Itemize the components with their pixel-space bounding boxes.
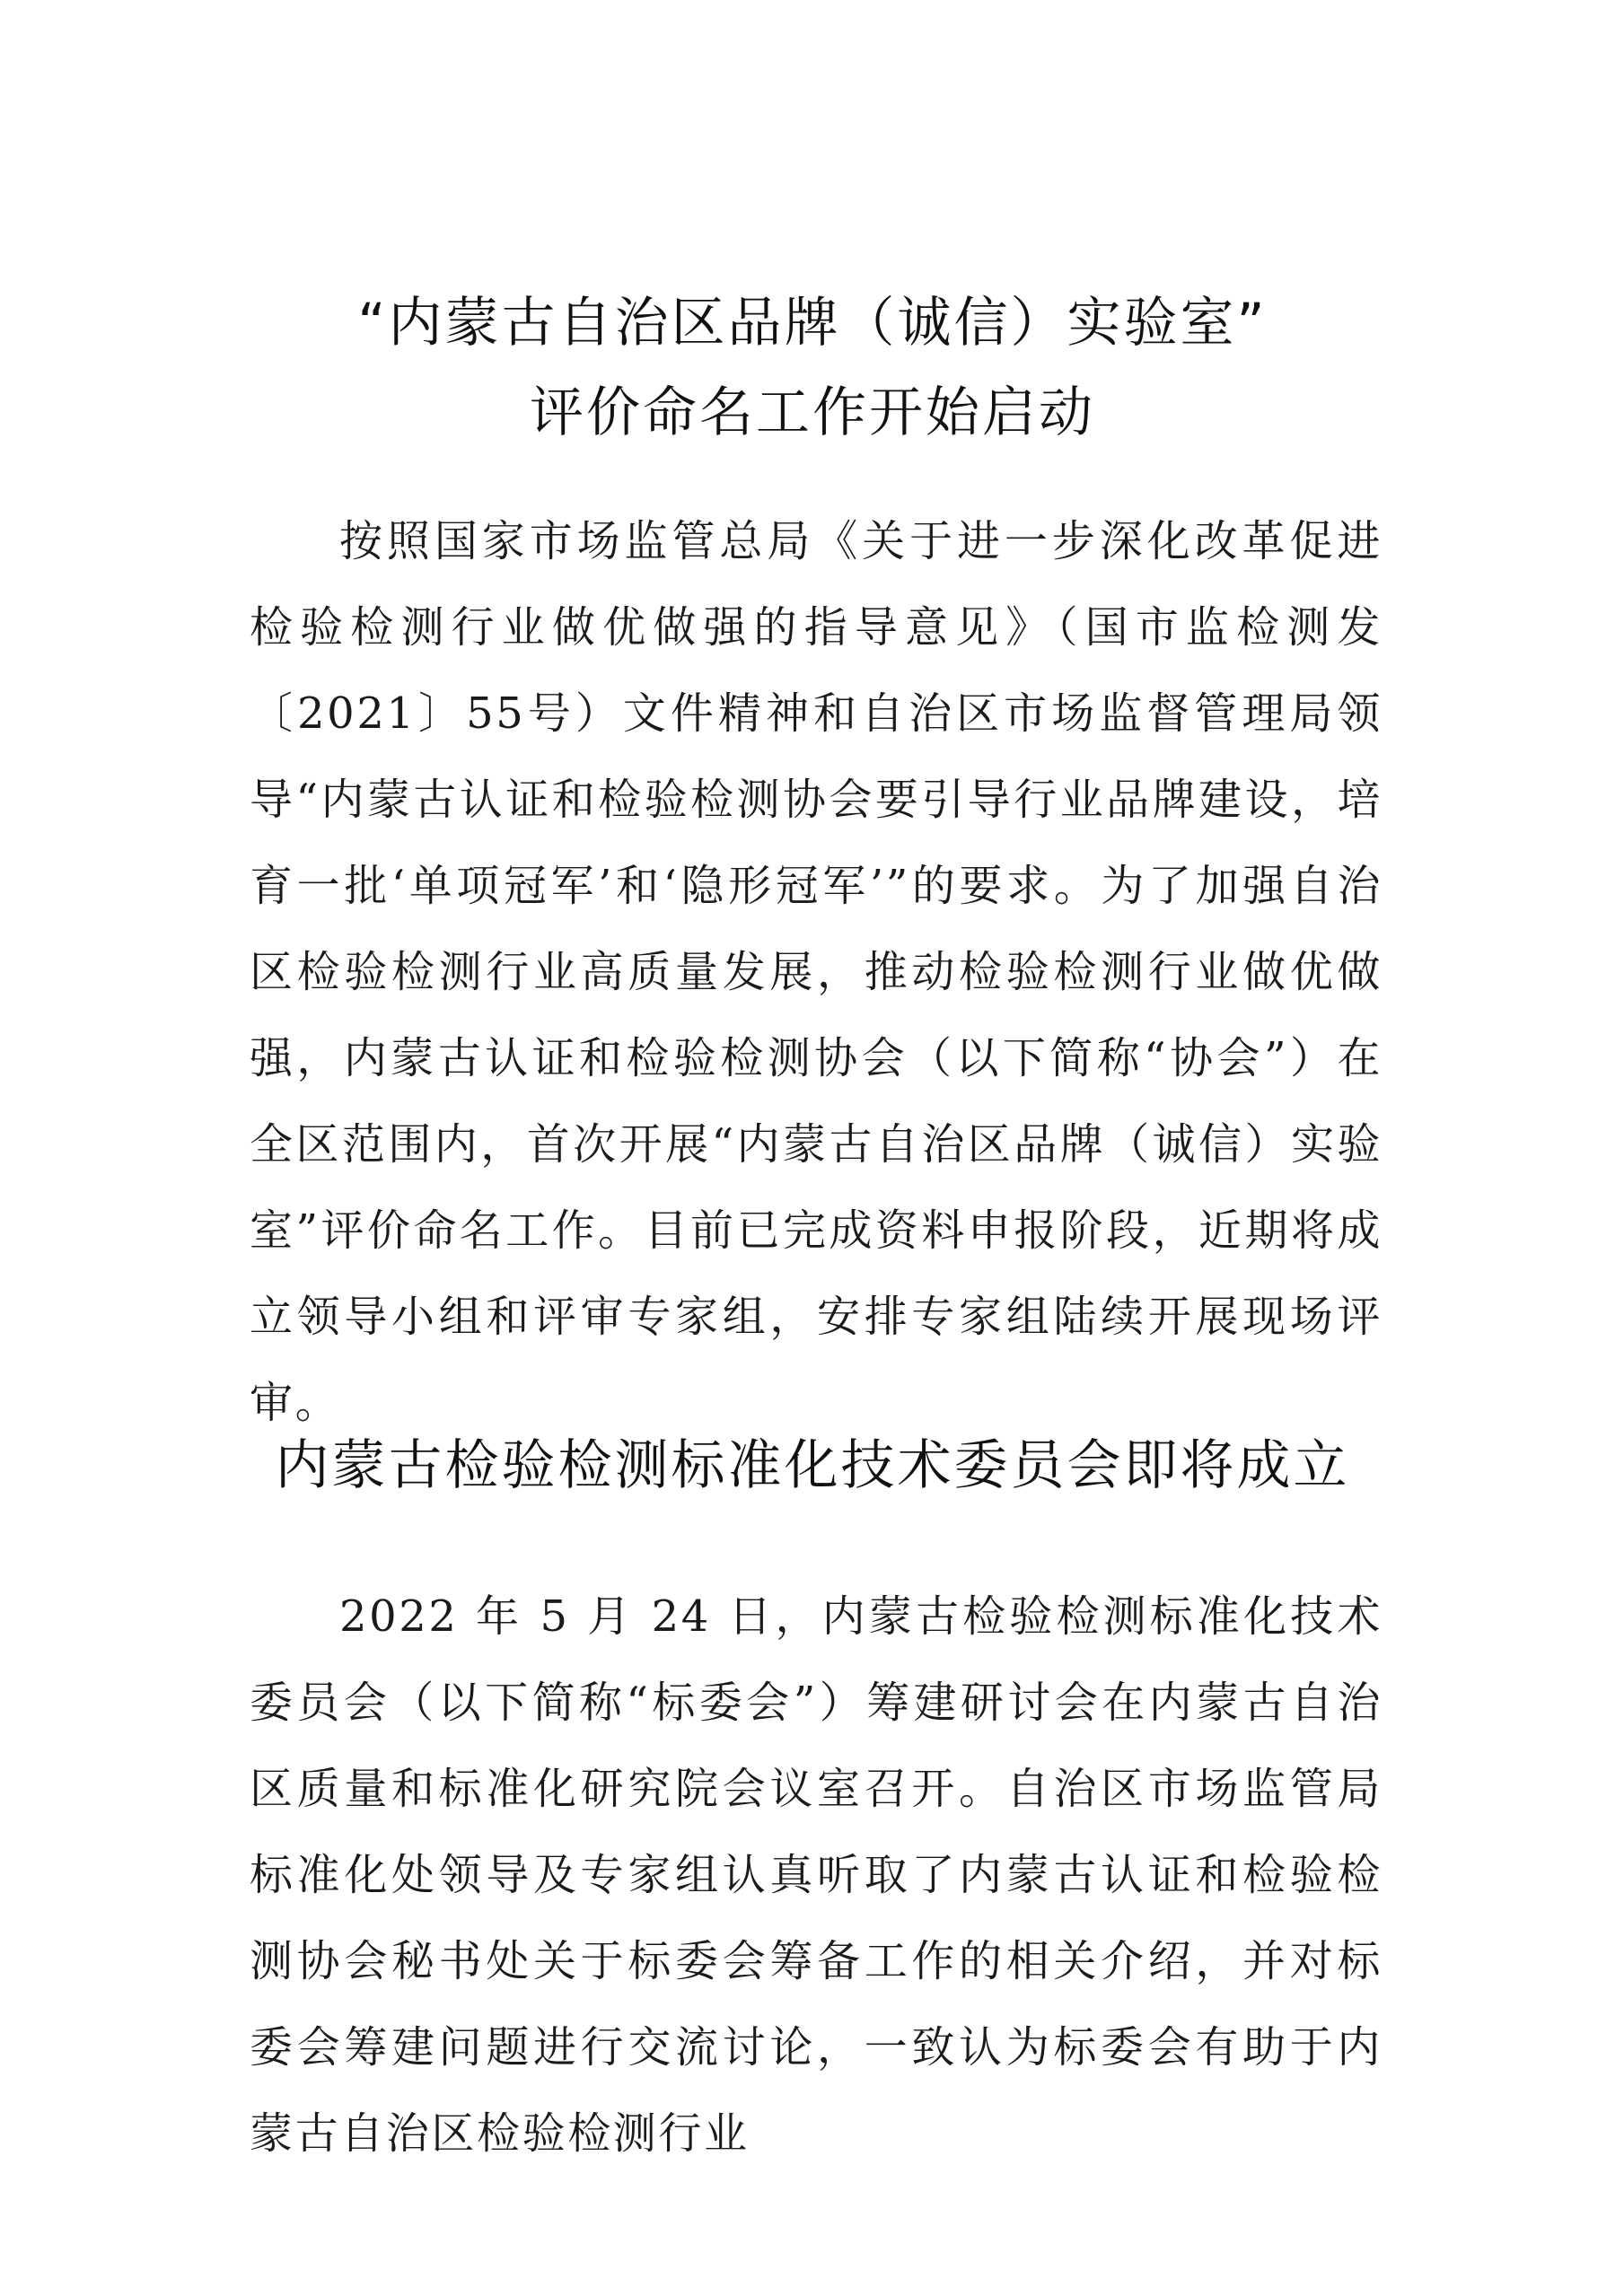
article1-title-line1: “内蒙古自治区品牌（诚信）实验室” [357,292,1268,355]
article2-title: 内蒙古检验检测标准化技术委员会即将成立 [275,1434,1350,1497]
article1-body-paragraph: 按照国家市场监管总局《关于进一步深化改革促进检验检测行业做优做强的指导意见》（国市监检测发〔2021〕55号）文件精神和自治区市场监督管理局领导“内蒙古认证和检验检测协会要引导行业品牌建设，培育一批‘单项冠军’和‘隐形冠军’”的要求。为了加强自治区检验检测行业高质量发展，推动检验检测行业做优做强，内蒙古认证和检验检测协会（以下简称“协会”）在全区范围内，首次开展“内蒙古自治区品牌（诚信）实验室”评价命名工作。目前已完成资料申报阶段，近期将成立领导小组和评审专家组，安排专家组陆续开展现场评审。 [250,516,1383,1428]
article1-title-line2: 评价命名工作开始启动 [530,381,1095,444]
article2-body-paragraph: 2022 年 5 月 24 日，内蒙古检验检测标准化技术委员会（以下简称“标委会”）筹建研讨会在内蒙古自治区质量和标准化研究院会议室召开。自治区市场监管局标准化处领导及专家组认真听取了内蒙古认证和检验检测协会秘书处关于标委会筹备工作的相关介绍，并对标委会筹建问题进行交流讨论，一致认为标委会有助于内蒙古自治区检验检测行业 [250,1591,1383,2159]
